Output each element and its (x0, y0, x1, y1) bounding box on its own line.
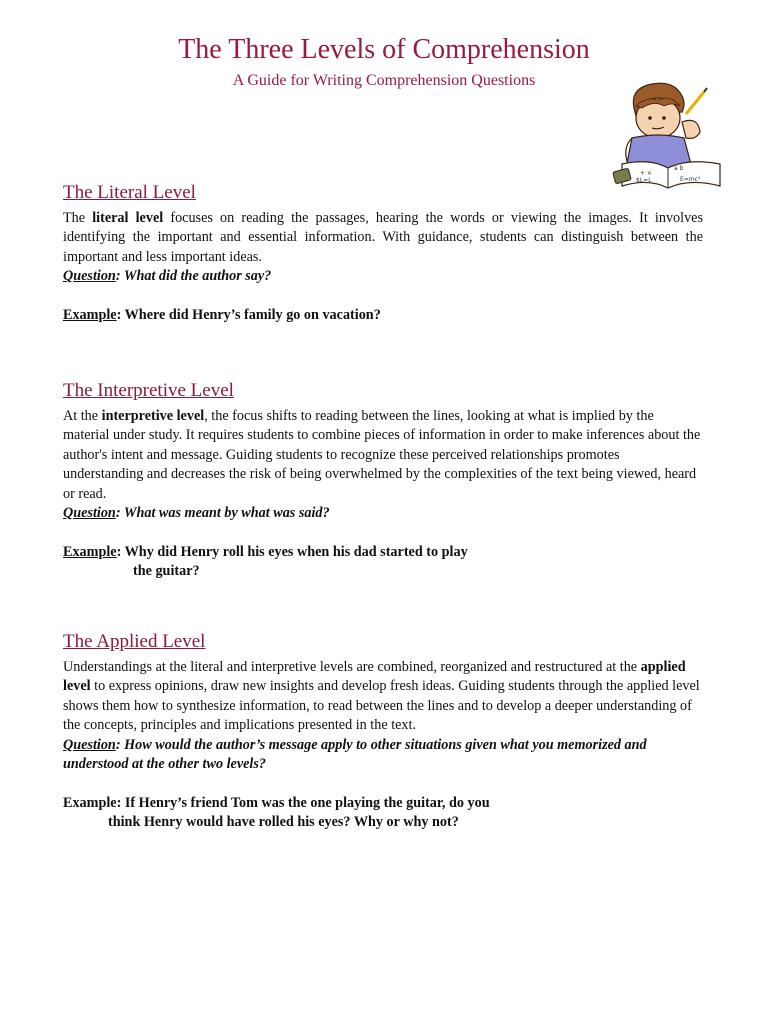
book-scribble: a b (674, 165, 684, 172)
applied-level-question: Question: How would the author’s message apply to other situations given what you memorized and understood at the other two levels? (63, 736, 647, 773)
interpretive-level-heading: The Interpretive Level (63, 380, 234, 401)
literal-level-section (63, 183, 703, 325)
applied-level-paragraph: Understandings at the literal and interpretive levels are combined, reorganized and restructured at the applied level to express opinions, draw new insights and develop fresh ideas. Guiding students through the applied level shows them how to synthesize information, to read between the lines and to develop a deeper understanding of the concepts, principles and implications presented in the text. (63, 659, 700, 734)
interpretive-level-question: Question: What was meant by what was said? (63, 505, 330, 522)
book-scribble: + × (640, 170, 652, 177)
literal-level-example: Example: Where did Henry’s family go on vacation? (63, 307, 381, 324)
student-reading-illustration (612, 78, 727, 193)
book-scribble: E=mc² (680, 176, 701, 183)
interpretive-level-example: Example: Why did Henry roll his eyes when his dad started to play (63, 543, 468, 560)
page-title: The Three Levels of Comprehension (178, 34, 590, 65)
applied-level-example: Example: If Henry’s friend Tom was the one playing the guitar, do you (63, 794, 490, 811)
literal-level-paragraph: The literal level focuses on reading the passages, hearing the words or viewing the images. It involves identifying the important and essential information. With guidance, students can distinguish between the important and less important ideas. (63, 210, 703, 265)
page-subtitle: A Guide for Writing Comprehension Questions (232, 72, 536, 89)
interpretive-level-paragraph: At the interpretive level, the focus shifts to reading between the lines, looking at what is implied by the material under study. It requires students to combine pieces of information in order to make inferences about the author's intent and message. Guiding students to recognize these perceived relationships promotes understanding and decreases the risk of being overwhelmed by the complexities of the text being viewed, heard or read. (63, 408, 701, 502)
applied-level-example-continued: think Henry would have rolled his eyes? Why or why not? (108, 814, 459, 831)
applied-level-heading: The Applied Level (63, 631, 206, 652)
interpretive-level-example-continued: the guitar? (133, 563, 200, 580)
literal-level-heading: The Literal Level (63, 182, 196, 203)
book-scribble: $L=L (636, 177, 652, 184)
interpretive-level-section (63, 381, 703, 582)
applied-level-section (63, 632, 703, 833)
literal-level-question: Question: What did the author say? (63, 268, 272, 285)
